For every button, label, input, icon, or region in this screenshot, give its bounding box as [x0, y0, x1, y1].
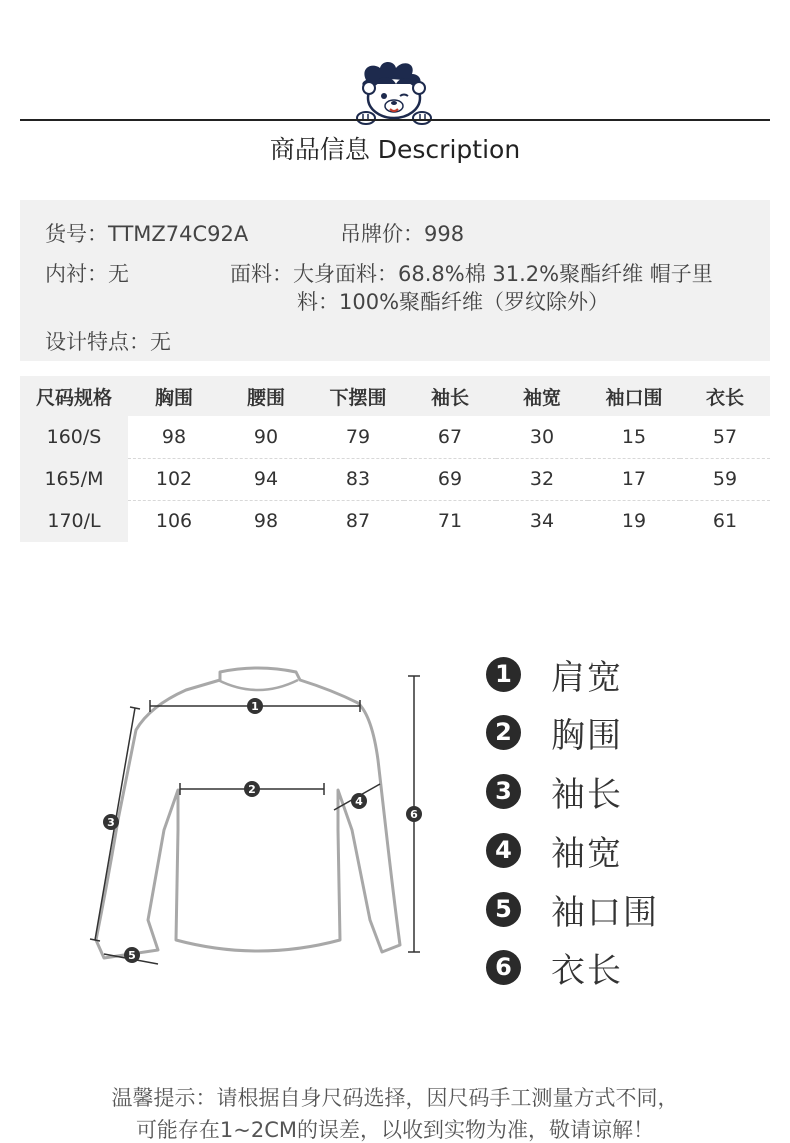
sweater-neckline — [218, 680, 298, 690]
table-cell: 34 — [529, 510, 555, 533]
svg-text:5: 5 — [128, 949, 136, 962]
legend-number-badge: 5 — [486, 892, 521, 927]
table-cell: 102 — [128, 458, 220, 500]
page-title: 商品信息 Description — [269, 135, 521, 164]
size-label-cell: 165/M — [20, 458, 128, 500]
table-cell: 17 — [588, 458, 680, 500]
item-number: 货号：TTMZ74C92A — [45, 222, 249, 246]
legend-label: 肩宽 — [551, 657, 623, 698]
legend-item — [486, 708, 623, 756]
legend-item — [486, 650, 623, 698]
marker-3 — [103, 814, 119, 830]
legend-number-badge: 3 — [486, 774, 521, 809]
table-cell: 61 — [712, 510, 738, 533]
svg-text:2: 2 — [248, 783, 256, 796]
notice-line-1: 温馨提示：请根据自身尺码选择，因尺码手工测量方式不同， — [111, 1086, 679, 1110]
table-cell: 94 — [220, 458, 312, 500]
fabric-info-line1: 面料：大身面料：68.8%棉 31.2%聚酯纤维 帽子里 — [230, 262, 713, 286]
column-header: 袖长 — [404, 376, 496, 416]
table-cell: 15 — [588, 416, 680, 458]
legend-item — [486, 885, 659, 933]
table-cell: 106 — [155, 510, 193, 533]
marker-5 — [124, 947, 140, 963]
legend-number-badge: 1 — [486, 657, 521, 692]
lining-info: 内衬：无 — [45, 262, 129, 286]
legend-item — [486, 826, 623, 874]
legend-label: 胸围 — [551, 715, 623, 756]
legend-number-badge: 4 — [486, 833, 521, 868]
bear-mascot-logo — [352, 60, 438, 126]
svg-text:6: 6 — [410, 808, 418, 821]
header-divider — [20, 119, 770, 121]
legend-label: 袖长 — [551, 774, 623, 815]
table-cell: 57 — [680, 416, 770, 458]
marker-6 — [406, 806, 422, 822]
marker-2 — [244, 781, 260, 797]
table-row — [20, 416, 770, 458]
table-cell: 32 — [496, 458, 588, 500]
table-cell: 87 — [345, 510, 371, 533]
table-row — [20, 458, 770, 500]
legend-label: 袖宽 — [551, 833, 623, 874]
table-cell: 90 — [220, 416, 312, 458]
column-header: 胸围 — [128, 376, 220, 416]
tag-price: 吊牌价：998 — [340, 222, 465, 246]
product-info-panel — [20, 200, 770, 361]
legend-item — [486, 767, 623, 815]
svg-text:1: 1 — [251, 700, 259, 713]
table-cell: 59 — [680, 458, 770, 500]
column-header: 衣长 — [680, 376, 770, 416]
marker-4 — [351, 793, 367, 809]
table-cell: 98 — [128, 416, 220, 458]
svg-text:4: 4 — [355, 795, 363, 808]
notice-line-2: 可能存在1~2CM的误差，以收到实物为准，敬请谅解！ — [135, 1118, 655, 1142]
table-cell: 19 — [621, 510, 647, 533]
svg-text:3: 3 — [107, 816, 115, 829]
table-cell: 98 — [253, 510, 279, 533]
legend-label: 衣长 — [551, 950, 623, 991]
size-label-cell: 160/S — [20, 416, 128, 458]
sweater-measurement-diagram — [80, 655, 440, 975]
column-header: 下摆围 — [312, 376, 404, 416]
table-cell: 67 — [404, 416, 496, 458]
legend-number-badge: 2 — [486, 715, 521, 750]
sweater-outline — [96, 668, 400, 958]
column-header: 尺码规格 — [20, 376, 128, 416]
legend-item — [486, 943, 623, 991]
column-header: 袖口围 — [588, 376, 680, 416]
table-cell: 69 — [404, 458, 496, 500]
table-cell: 30 — [496, 416, 588, 458]
size-chart-table — [20, 376, 770, 542]
table-cell: 79 — [312, 416, 404, 458]
fabric-info-line2: 料：100%聚酯纤维（罗纹除外） — [297, 290, 610, 314]
marker-1 — [247, 698, 263, 714]
column-header: 腰围 — [220, 376, 312, 416]
legend-number-badge: 6 — [486, 950, 521, 985]
legend-label: 袖口围 — [551, 892, 659, 933]
column-header: 袖宽 — [496, 376, 588, 416]
design-feature: 设计特点：无 — [45, 330, 171, 354]
table-cell: 71 — [437, 510, 463, 533]
table-cell: 83 — [312, 458, 404, 500]
table-header-row — [20, 376, 770, 416]
size-label-cell: 170/L — [20, 500, 128, 542]
table-row — [20, 500, 770, 542]
